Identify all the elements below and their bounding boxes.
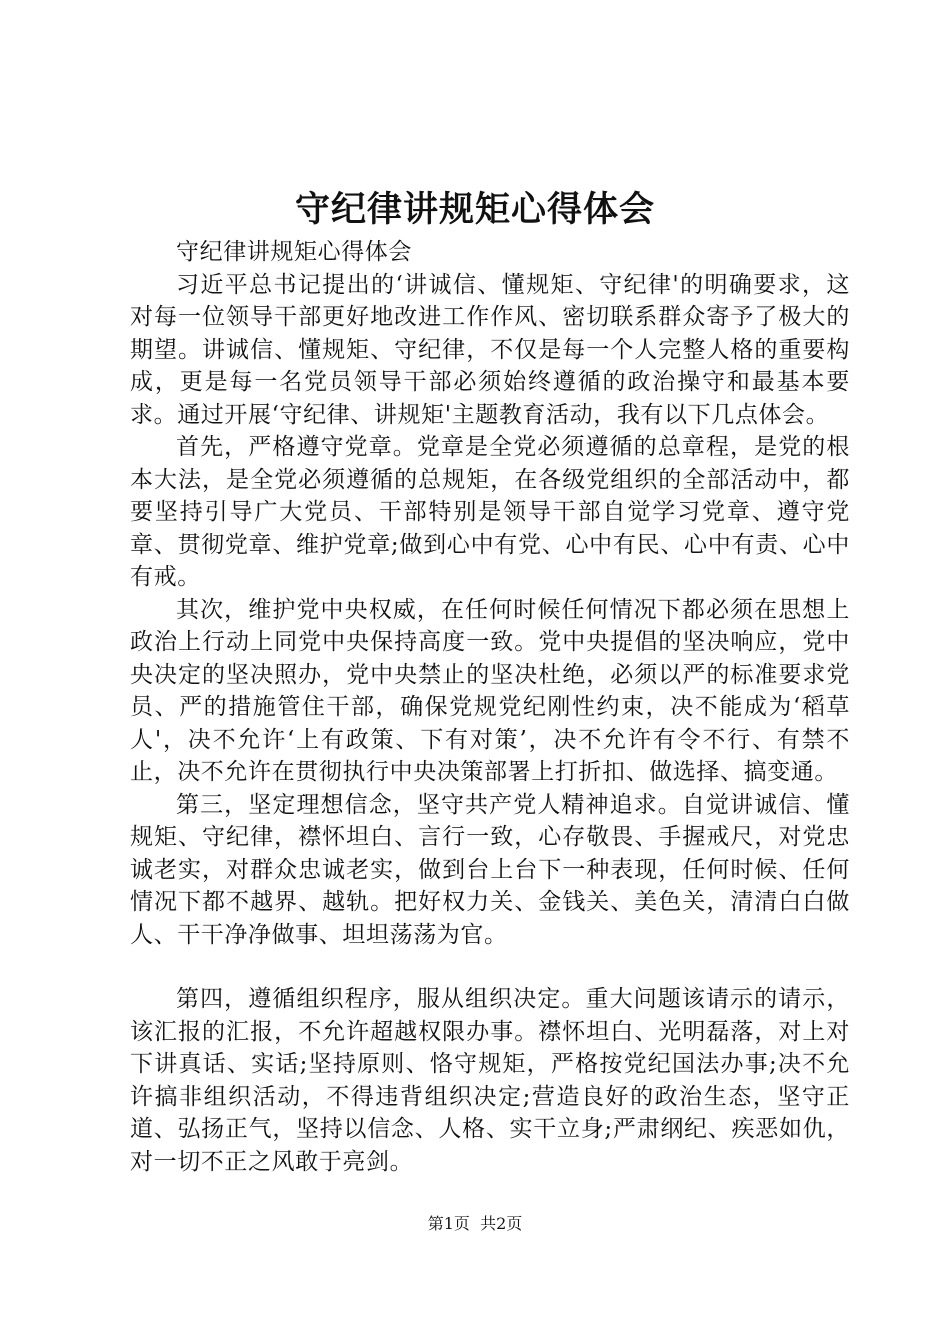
body-paragraph: 第三，坚定理想信念，坚守共产党人精神追求。自觉讲诚信、懂规矩、守纪律，襟怀坦白、言行一致，心存敬畏、手握戒尺，对党忠诚老实，对群众忠诚老实，做到台上台下一种表现，任何时候、任何情况下都不越界、越轨。把好权力关、金钱关、美色关，清清白白做人、干干净净做事、坦坦荡荡为官。 <box>130 791 850 948</box>
page-footer <box>0 1213 950 1235</box>
body-paragraph: 习近平总书记提出的‘讲诚信、懂规矩、守纪律'的明确要求，这对每一位领导干部更好地改进工作作风、密切联系群众寄予了极大的期望。讲诚信、懂规矩、守纪律，不仅是每一个人完整人格的重要构成，更是每一名党员领导干部必须始终遵循的政治操守和最基本要求。通过开展‘守纪律、讲规矩'主题教育活动，我有以下几点体会。 <box>130 271 850 428</box>
body-paragraph: 第四，遵循组织程序，服从组织决定。重大问题该请示的请示，该汇报的汇报，不允许超越权限办事。襟怀坦白、光明磊落，对上对下讲真话、实话;坚持原则、恪守规矩，严格按党纪国法办事;决不允许搞非组织活动，不得违背组织决定;营造良好的政治生态，坚守正道、弘扬正气，坚持以信念、人格、实干立身;严肃纲纪、疾恶如仇，对一切不正之风敢于亮剑。 <box>130 986 850 1175</box>
body-paragraph: 其次，维护党中央权威，在任何时候任何情况下都必须在思想上政治上行动上同党中央保持高度一致。党中央提倡的坚决响应，党中央决定的坚决照办，党中央禁止的坚决杜绝，必须以严的标准要求党员、严的措施管住干部，确保党规党纪刚性约束，决不能成为‘稻草人'，决不允许‘上有政策、下有对策’，决不允许有令不行、有禁不止，决不允许在贯彻执行中央决策部署上打折扣、做选择、搞变通。 <box>130 596 850 785</box>
body-paragraph: 首先，严格遵守党章。党章是全党必须遵循的总章程，是党的根本大法，是全党必须遵循的总规矩，在各级党组织的全部活动中，都要坚持引导广大党员、干部特别是领导干部自觉学习党章、遵守党章、贯彻党章、维护党章;做到心中有党、心中有民、心中有责、心中有戒。 <box>130 434 850 590</box>
body-paragraph: 守纪律讲规矩心得体会 <box>176 239 412 265</box>
document-body <box>130 236 850 1178</box>
page-number: 第1页 共2页 <box>427 1214 523 1233</box>
document-title: 守纪律讲规矩心得体会 <box>294 189 655 230</box>
